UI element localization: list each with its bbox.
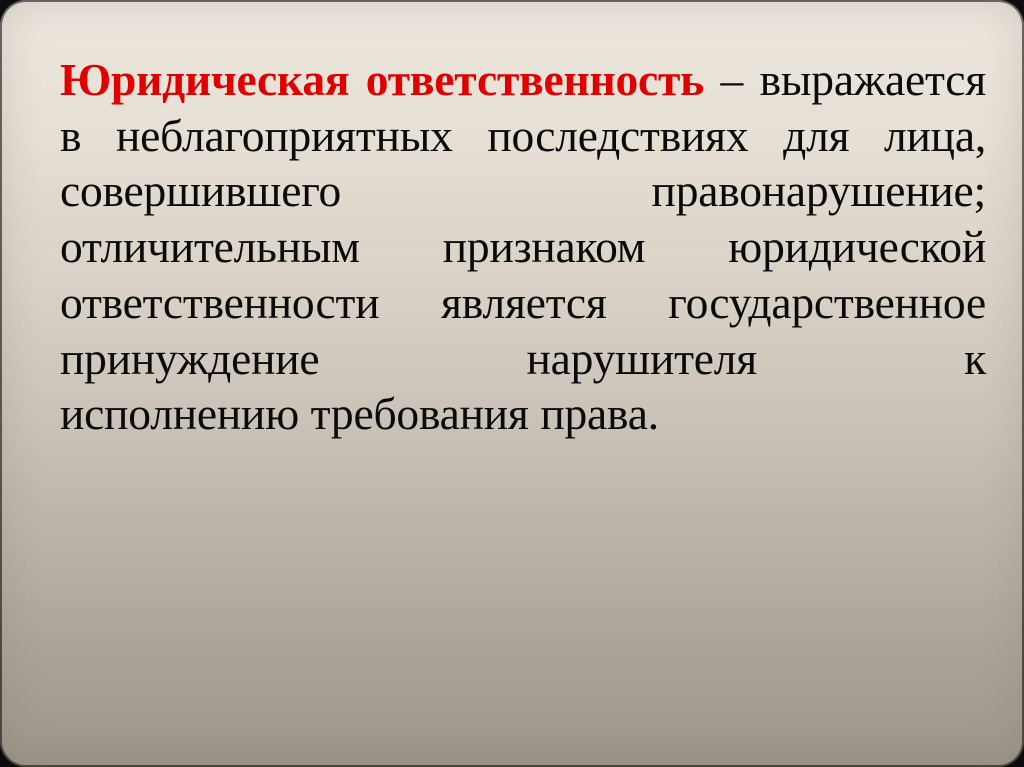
definition-body-last: исполнению требования права. xyxy=(60,388,659,440)
definition-body-first: выражается в неблагоприятных последствиях для лица, совершившего правонарушение; отличительным признаком юридической ответственности является государственное принуждение нарушителя к xyxy=(60,54,986,384)
slide-content xyxy=(60,52,986,442)
definition-term: Юридическая ответственность xyxy=(60,54,705,105)
definition-dash: – xyxy=(720,54,744,105)
definition-paragraph xyxy=(60,52,986,442)
